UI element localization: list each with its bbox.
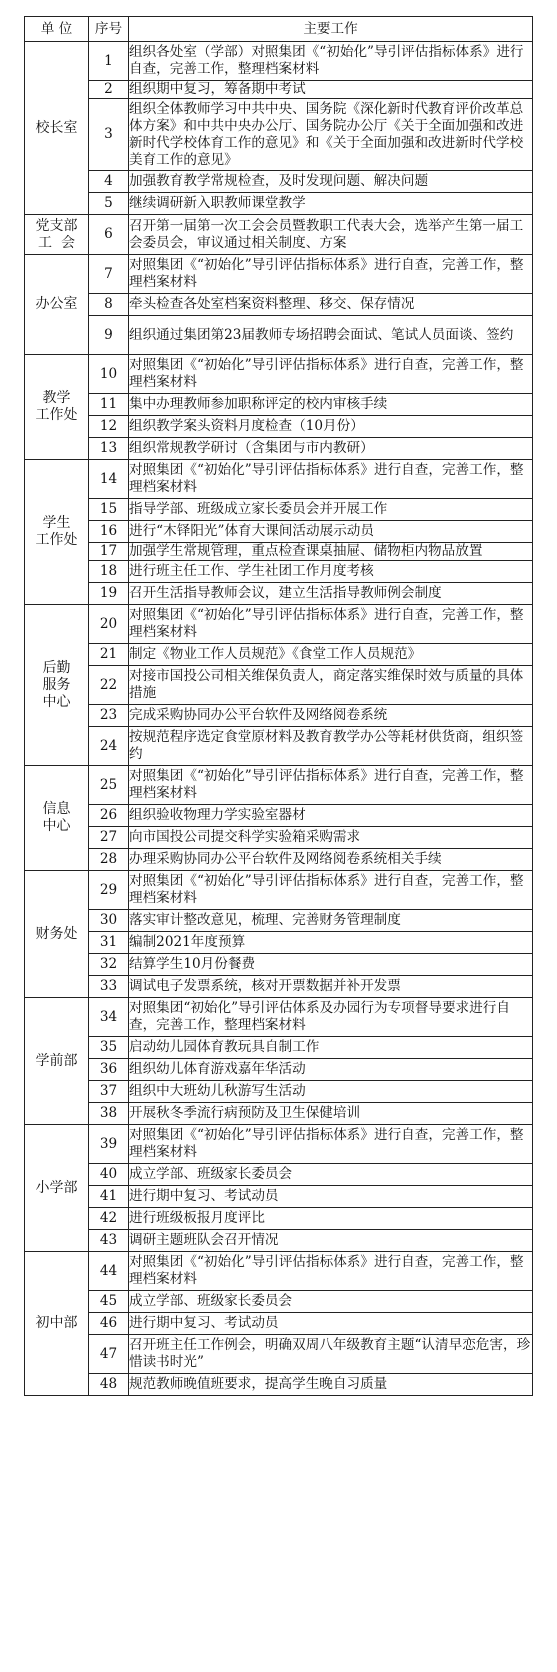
item-number-cell: 41 xyxy=(89,1186,129,1208)
table-row xyxy=(25,42,533,81)
work-item-cell: 进行“木铎阳光”体育大课间活动展示动员 xyxy=(129,521,533,543)
item-number-cell: 38 xyxy=(89,1103,129,1125)
header-unit: 单 位 xyxy=(25,17,89,42)
table-row xyxy=(25,99,533,171)
item-number-cell: 12 xyxy=(89,416,129,438)
table-row xyxy=(25,666,533,705)
item-number-cell: 20 xyxy=(89,605,129,644)
work-item-cell: 调试电子发票系统，核对开票数据并补开发票 xyxy=(129,976,533,998)
table-row xyxy=(25,1208,533,1230)
work-item-cell: 完成采购协同办公平台软件及网络阅卷系统 xyxy=(129,705,533,727)
work-item-cell: 对照集团《“初始化”导引评估指标体系》进行自查，完善工作，整理档案材料 xyxy=(129,1252,533,1291)
unit-cell: 后勤 服务 中心 xyxy=(25,605,89,766)
item-number-cell: 4 xyxy=(89,171,129,193)
unit-cell: 办公室 xyxy=(25,255,89,355)
work-item-cell: 组织中大班幼儿秋游写生活动 xyxy=(129,1081,533,1103)
work-item-cell: 牵头检查各处室档案资料整理、移交、保存情况 xyxy=(129,294,533,316)
work-item-cell: 编制2021年度预算 xyxy=(129,932,533,954)
work-item-cell: 对照集团《“初始化”导引评估指标体系》进行自查，完善工作，整理档案材料 xyxy=(129,1125,533,1164)
item-number-cell: 37 xyxy=(89,1081,129,1103)
table-row xyxy=(25,1291,533,1313)
item-number-cell: 48 xyxy=(89,1374,129,1396)
item-number-cell: 13 xyxy=(89,438,129,460)
item-number-cell: 8 xyxy=(89,294,129,316)
table-row xyxy=(25,438,533,460)
work-item-cell: 制定《物业工作人员规范》《食堂工作人员规范》 xyxy=(129,644,533,666)
table-row xyxy=(25,727,533,766)
work-item-cell: 组织期中复习，筹备期中考试 xyxy=(129,81,533,99)
table-row xyxy=(25,215,533,255)
work-item-cell: 组织通过集团第23届教师专场招聘会面试、笔试人员面谈、签约 xyxy=(129,316,533,355)
table-row xyxy=(25,543,533,561)
table-row xyxy=(25,81,533,99)
table-row xyxy=(25,1335,533,1374)
item-number-cell: 15 xyxy=(89,499,129,521)
table-row xyxy=(25,294,533,316)
item-number-cell: 5 xyxy=(89,193,129,215)
table-row xyxy=(25,416,533,438)
table-row xyxy=(25,355,533,394)
table-row xyxy=(25,998,533,1037)
table-row xyxy=(25,932,533,954)
table-row xyxy=(25,1059,533,1081)
work-plan-table xyxy=(24,16,533,1396)
item-number-cell: 28 xyxy=(89,849,129,871)
table-row xyxy=(25,827,533,849)
item-number-cell: 47 xyxy=(89,1335,129,1374)
work-item-cell: 对照集团《“初始化”导引评估指标体系》进行自查，完善工作，整理档案材料 xyxy=(129,460,533,499)
item-number-cell: 29 xyxy=(89,871,129,910)
item-number-cell: 36 xyxy=(89,1059,129,1081)
item-number-cell: 40 xyxy=(89,1164,129,1186)
item-number-cell: 9 xyxy=(89,316,129,355)
table-row xyxy=(25,1374,533,1396)
item-number-cell: 3 xyxy=(89,99,129,171)
table-row xyxy=(25,1081,533,1103)
item-number-cell: 14 xyxy=(89,460,129,499)
work-item-cell: 对接市国投公司相关维保负责人，商定落实维保时效与质量的具体措施 xyxy=(129,666,533,705)
table-row xyxy=(25,1313,533,1335)
work-item-cell: 集中办理教师参加职称评定的校内审核手续 xyxy=(129,394,533,416)
table-row xyxy=(25,849,533,871)
table-row xyxy=(25,171,533,193)
work-item-cell: 继续调研新入职教师课堂教学 xyxy=(129,193,533,215)
item-number-cell: 1 xyxy=(89,42,129,81)
item-number-cell: 16 xyxy=(89,521,129,543)
item-number-cell: 39 xyxy=(89,1125,129,1164)
item-number-cell: 17 xyxy=(89,543,129,561)
item-number-cell: 30 xyxy=(89,910,129,932)
work-item-cell: 启动幼儿园体育教玩具自制工作 xyxy=(129,1037,533,1059)
work-item-cell: 向市国投公司提交科学实验箱采购需求 xyxy=(129,827,533,849)
item-number-cell: 21 xyxy=(89,644,129,666)
table-row xyxy=(25,976,533,998)
item-number-cell: 43 xyxy=(89,1230,129,1252)
item-number-cell: 24 xyxy=(89,727,129,766)
table-row xyxy=(25,766,533,805)
item-number-cell: 10 xyxy=(89,355,129,394)
work-item-cell: 进行班主任工作、学生社团工作月度考核 xyxy=(129,561,533,583)
work-item-cell: 召开生活指导教师会议，建立生活指导教师例会制度 xyxy=(129,583,533,605)
work-item-cell: 组织各处室（学部）对照集团《“初始化”导引评估指标体系》进行自查，完善工作，整理档案材料 xyxy=(129,42,533,81)
unit-cell: 学前部 xyxy=(25,998,89,1125)
item-number-cell: 18 xyxy=(89,561,129,583)
header-number: 序号 xyxy=(89,17,129,42)
unit-cell: 党支部 工 会 xyxy=(25,215,89,255)
work-item-cell: 进行期中复习、考试动员 xyxy=(129,1313,533,1335)
work-item-cell: 组织验收物理力学实验室器材 xyxy=(129,805,533,827)
item-number-cell: 22 xyxy=(89,666,129,705)
table-row xyxy=(25,1252,533,1291)
work-item-cell: 指导学部、班级成立家长委员会并开展工作 xyxy=(129,499,533,521)
item-number-cell: 44 xyxy=(89,1252,129,1291)
item-number-cell: 31 xyxy=(89,932,129,954)
work-item-cell: 组织全体教师学习中共中央、国务院《深化新时代教育评价改革总体方案》和中共中央办公厅、国务院办公厅《关于全面加强和改进新时代学校体育工作的意见》和《关于全面加强和改进新时代学校美育工作的意见》 xyxy=(129,99,533,171)
unit-cell: 财务处 xyxy=(25,871,89,998)
work-item-cell: 组织幼儿体育游戏嘉年华活动 xyxy=(129,1059,533,1081)
unit-cell: 信息 中心 xyxy=(25,766,89,871)
table-row xyxy=(25,954,533,976)
unit-cell: 小学部 xyxy=(25,1125,89,1252)
item-number-cell: 42 xyxy=(89,1208,129,1230)
work-item-cell: 进行期中复习、考试动员 xyxy=(129,1186,533,1208)
table-row xyxy=(25,1125,533,1164)
item-number-cell: 7 xyxy=(89,255,129,294)
item-number-cell: 25 xyxy=(89,766,129,805)
work-item-cell: 对照集团《“初始化”导引评估指标体系》进行自查，完善工作，整理档案材料 xyxy=(129,766,533,805)
work-item-cell: 规范教师晚值班要求，提高学生晚自习质量 xyxy=(129,1374,533,1396)
item-number-cell: 26 xyxy=(89,805,129,827)
work-item-cell: 加强教育教学常规检查，及时发现问题、解决问题 xyxy=(129,171,533,193)
item-number-cell: 33 xyxy=(89,976,129,998)
table-body xyxy=(25,42,533,1396)
work-item-cell: 组织常规教学研讨（含集团与市内教研） xyxy=(129,438,533,460)
work-item-cell: 对照集团《“初始化”导引评估指标体系》进行自查，完善工作，整理档案材料 xyxy=(129,355,533,394)
unit-cell: 初中部 xyxy=(25,1252,89,1396)
table-row xyxy=(25,316,533,355)
item-number-cell: 46 xyxy=(89,1313,129,1335)
work-plan-document xyxy=(24,16,532,1396)
item-number-cell: 6 xyxy=(89,215,129,255)
table-row xyxy=(25,1037,533,1059)
work-item-cell: 办理采购协同办公平台软件及网络阅卷系统相关手续 xyxy=(129,849,533,871)
work-item-cell: 成立学部、班级家长委员会 xyxy=(129,1291,533,1313)
table-row xyxy=(25,1186,533,1208)
item-number-cell: 45 xyxy=(89,1291,129,1313)
table-row xyxy=(25,705,533,727)
item-number-cell: 23 xyxy=(89,705,129,727)
table-row xyxy=(25,1164,533,1186)
table-row xyxy=(25,255,533,294)
work-item-cell: 进行班级板报月度评比 xyxy=(129,1208,533,1230)
work-item-cell: 落实审计整改意见，梳理、完善财务管理制度 xyxy=(129,910,533,932)
item-number-cell: 35 xyxy=(89,1037,129,1059)
work-item-cell: 按规范程序选定食堂原材料及教育教学办公等耗材供货商，组织签约 xyxy=(129,727,533,766)
unit-cell: 校长室 xyxy=(25,42,89,215)
work-item-cell: 开展秋冬季流行病预防及卫生保健培训 xyxy=(129,1103,533,1125)
work-item-cell: 组织教学案头资料月度检查（10月份） xyxy=(129,416,533,438)
table-row xyxy=(25,871,533,910)
unit-cell: 学生 工作处 xyxy=(25,460,89,605)
item-number-cell: 34 xyxy=(89,998,129,1037)
work-item-cell: 对照集团《“初始化”导引评估指标体系》进行自查，完善工作，整理档案材料 xyxy=(129,871,533,910)
table-header-row xyxy=(25,17,533,42)
work-item-cell: 召开班主任工作例会，明确双周八年级教育主题“认清早恋危害，珍惜读书时光” xyxy=(129,1335,533,1374)
item-number-cell: 19 xyxy=(89,583,129,605)
table-row xyxy=(25,499,533,521)
table-row xyxy=(25,193,533,215)
work-item-cell: 对照集团《“初始化”导引评估指标体系》进行自查，完善工作，整理档案材料 xyxy=(129,255,533,294)
work-item-cell: 对照集团“初始化”导引评估体系及办园行为专项督导要求进行自查，完善工作，整理档案材料 xyxy=(129,998,533,1037)
item-number-cell: 2 xyxy=(89,81,129,99)
work-item-cell: 加强学生常规管理，重点检查课桌抽屉、储物柜内物品放置 xyxy=(129,543,533,561)
header-main-work: 主要工作 xyxy=(129,17,533,42)
table-row xyxy=(25,561,533,583)
item-number-cell: 32 xyxy=(89,954,129,976)
table-row xyxy=(25,644,533,666)
work-item-cell: 召开第一届第一次工会会员暨教职工代表大会，选举产生第一届工会委员会，审议通过相关制度、方案 xyxy=(129,215,533,255)
table-row xyxy=(25,805,533,827)
table-row xyxy=(25,521,533,543)
table-row xyxy=(25,1230,533,1252)
table-row xyxy=(25,910,533,932)
work-item-cell: 成立学部、班级家长委员会 xyxy=(129,1164,533,1186)
table-row xyxy=(25,583,533,605)
item-number-cell: 11 xyxy=(89,394,129,416)
item-number-cell: 27 xyxy=(89,827,129,849)
work-item-cell: 调研主题班队会召开情况 xyxy=(129,1230,533,1252)
table-row xyxy=(25,460,533,499)
unit-cell: 教学 工作处 xyxy=(25,355,89,460)
work-item-cell: 对照集团《“初始化”导引评估指标体系》进行自查，完善工作，整理档案材料 xyxy=(129,605,533,644)
table-row xyxy=(25,1103,533,1125)
work-item-cell: 结算学生10月份餐费 xyxy=(129,954,533,976)
table-row xyxy=(25,605,533,644)
table-row xyxy=(25,394,533,416)
